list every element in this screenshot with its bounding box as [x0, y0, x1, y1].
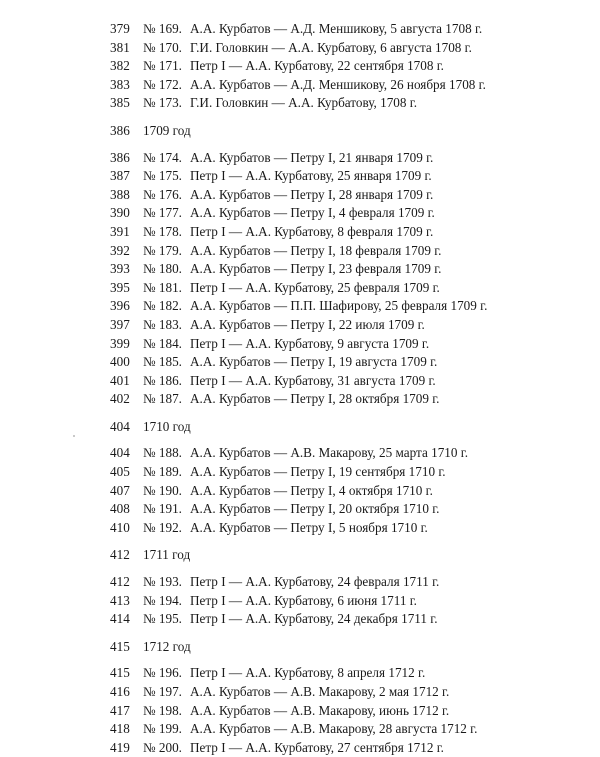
- year-heading: [0, 638, 600, 657]
- entry-document-number: № 189.: [143, 464, 182, 480]
- toc-entry: [0, 242, 600, 261]
- entry-document-number: № 176.: [143, 186, 182, 202]
- entry-page-number: 393: [110, 261, 130, 277]
- entry-document-number: № 170.: [143, 39, 182, 55]
- entry-document-number: № 169.: [143, 21, 182, 36]
- toc-entry: [0, 279, 600, 298]
- toc-entry: [0, 592, 600, 611]
- entry-page-number: 405: [110, 464, 130, 480]
- toc-entry: [0, 39, 600, 58]
- year-page-number: 386: [110, 122, 130, 138]
- entry-page-number: 391: [110, 223, 130, 239]
- toc-entry: [0, 186, 600, 205]
- entry-title: А.А. Курбатов — А.Д. Меншикову, 5 августа 1708 г.: [190, 21, 483, 36]
- toc-entry: [0, 573, 600, 592]
- entry-document-number: № 175.: [143, 168, 182, 184]
- entry-title: А.А. Курбатов — Петру I, 28 января 1709 г.: [190, 186, 434, 202]
- entry-document-number: № 192.: [143, 519, 182, 535]
- year-label: 1712 год: [143, 638, 191, 654]
- entry-title: Петр I — А.А. Курбатову, 8 февраля 1709 г.: [190, 223, 434, 239]
- entry-title: А.А. Курбатов — Петру I, 4 февраля 1709 г.: [190, 205, 435, 221]
- toc-entry: [0, 519, 600, 538]
- page-speck: [73, 435, 75, 437]
- entry-document-number: № 183.: [143, 316, 182, 332]
- entry-title: А.А. Курбатов — П.П. Шафирову, 25 февраля 1709 г.: [190, 298, 488, 314]
- entry-title: А.А. Курбатов — Петру I, 18 февраля 1709 г.: [190, 242, 442, 258]
- toc-entry: [0, 223, 600, 242]
- entry-title: А.А. Курбатов — А.В. Макарову, 2 мая 1712 г.: [190, 684, 450, 699]
- entry-title: А.А. Курбатов — Петру I, 23 февраля 1709 г.: [190, 261, 442, 277]
- toc-entry: [0, 720, 600, 739]
- toc-entry: [0, 482, 600, 501]
- entry-page-number: 392: [110, 242, 130, 258]
- entry-page-number: 397: [110, 316, 130, 332]
- entry-document-number: № 199.: [143, 721, 182, 737]
- entry-document-number: № 174.: [143, 149, 182, 165]
- entry-title: А.А. Курбатов — Петру I, 5 ноября 1710 г.: [190, 519, 428, 535]
- entry-page-number: 415: [110, 665, 130, 681]
- entry-title: Петр I — А.А. Курбатову, 24 декабря 1711 г.: [190, 611, 438, 627]
- toc-entry: [0, 683, 600, 702]
- entry-page-number: 416: [110, 684, 130, 699]
- toc-entry: [0, 167, 600, 186]
- toc-entry: [0, 390, 600, 409]
- entry-page-number: 386: [110, 149, 130, 165]
- toc-entry: [0, 57, 600, 76]
- year-label: 1711 год: [143, 547, 191, 563]
- toc-entry: [0, 316, 600, 335]
- entry-title: А.А. Курбатов — Петру I, 19 августа 1709 г.: [190, 354, 438, 370]
- toc-entry: [0, 20, 600, 39]
- entry-page-number: 417: [110, 702, 130, 718]
- toc-entry: [0, 500, 600, 519]
- entry-page-number: 379: [110, 21, 130, 36]
- toc-entry: [0, 204, 600, 223]
- entry-document-number: № 181.: [143, 279, 182, 295]
- entry-page-number: 401: [110, 372, 130, 388]
- year-heading: [0, 546, 600, 565]
- entry-title: Петр I — А.А. Курбатову, 8 апреля 1712 г.: [190, 665, 426, 681]
- entry-document-number: № 193.: [143, 574, 182, 590]
- entry-page-number: 400: [110, 354, 130, 370]
- entry-document-number: № 195.: [143, 611, 182, 627]
- entry-title: А.А. Курбатов — Петру I, 21 января 1709 г.: [190, 149, 434, 165]
- year-page-number: 412: [110, 547, 130, 563]
- entry-page-number: 402: [110, 391, 130, 407]
- entry-document-number: № 186.: [143, 372, 182, 388]
- table-of-contents: [0, 20, 600, 757]
- entry-title: А.А. Курбатов — Петру I, 19 сентября 1710 г.: [190, 464, 446, 480]
- toc-entry: [0, 702, 600, 721]
- entry-page-number: 396: [110, 298, 130, 314]
- entry-page-number: 388: [110, 186, 130, 202]
- year-page-number: 404: [110, 418, 130, 434]
- entry-page-number: 381: [110, 39, 130, 55]
- entry-title: Петр I — А.А. Курбатову, 6 июня 1711 г.: [190, 592, 417, 608]
- year-heading: [0, 418, 600, 437]
- entry-page-number: 382: [110, 58, 130, 74]
- entry-document-number: № 178.: [143, 223, 182, 239]
- entry-document-number: № 180.: [143, 261, 182, 277]
- year-page-number: 415: [110, 638, 130, 654]
- entry-title: А.А. Курбатов — А.В. Макарову, 25 марта 1710 г.: [190, 445, 468, 461]
- entry-document-number: № 188.: [143, 445, 182, 461]
- entry-title: Г.И. Головкин — А.А. Курбатову, 1708 г.: [190, 95, 418, 111]
- entry-page-number: 407: [110, 482, 130, 498]
- entry-document-number: № 184.: [143, 335, 182, 351]
- entry-document-number: № 190.: [143, 482, 182, 498]
- entry-page-number: 395: [110, 279, 130, 295]
- entry-title: Петр I — А.А. Курбатову, 25 февраля 1709 г.: [190, 279, 440, 295]
- entry-title: Петр I — А.А. Курбатову, 25 января 1709 г.: [190, 168, 432, 184]
- entry-page-number: 385: [110, 95, 130, 111]
- entry-title: А.А. Курбатов — Петру I, 22 июля 1709 г.: [190, 316, 425, 332]
- toc-entry: [0, 463, 600, 482]
- entry-page-number: 414: [110, 611, 130, 627]
- entry-page-number: 399: [110, 335, 130, 351]
- entry-title: Петр I — А.А. Курбатову, 24 февраля 1711 г.: [190, 574, 440, 590]
- year-label: 1710 год: [143, 418, 191, 434]
- entry-document-number: № 200.: [143, 739, 182, 755]
- entry-document-number: № 177.: [143, 205, 182, 221]
- entry-page-number: 412: [110, 574, 130, 590]
- toc-entry: [0, 664, 600, 683]
- entry-title: А.А. Курбатов — А.В. Макарову, июнь 1712 г.: [190, 702, 450, 718]
- entry-document-number: № 185.: [143, 354, 182, 370]
- toc-entry: [0, 444, 600, 463]
- entry-title: А.А. Курбатов — Петру I, 20 октября 1710 г.: [190, 501, 440, 517]
- entry-document-number: № 171.: [143, 58, 182, 74]
- entry-page-number: 390: [110, 205, 130, 221]
- toc-entry: [0, 260, 600, 279]
- entry-title: Петр I — А.А. Курбатову, 22 сентября 1708 г.: [190, 58, 444, 74]
- toc-entry: [0, 297, 600, 316]
- entry-page-number: 387: [110, 168, 130, 184]
- entry-page-number: 408: [110, 501, 130, 517]
- entry-page-number: 419: [110, 739, 130, 755]
- entry-title: Петр I — А.А. Курбатову, 27 сентября 1712 г.: [190, 739, 444, 755]
- entry-title: Г.И. Головкин — А.А. Курбатову, 6 августа 1708 г.: [190, 39, 472, 55]
- toc-entry: [0, 94, 600, 113]
- entry-document-number: № 197.: [143, 684, 182, 699]
- toc-entry: [0, 335, 600, 354]
- year-label: 1709 год: [143, 122, 191, 138]
- entry-page-number: 383: [110, 76, 130, 92]
- toc-entry: [0, 353, 600, 372]
- entry-page-number: 404: [110, 445, 130, 461]
- entry-document-number: № 194.: [143, 592, 182, 608]
- toc-entry: [0, 739, 600, 757]
- entry-page-number: 410: [110, 519, 130, 535]
- entry-title: А.А. Курбатов — Петру I, 28 октября 1709 г.: [190, 391, 440, 407]
- entry-document-number: № 173.: [143, 95, 182, 111]
- entry-document-number: № 196.: [143, 665, 182, 681]
- year-heading: [0, 122, 600, 141]
- entry-page-number: 413: [110, 592, 130, 608]
- entry-page-number: 418: [110, 721, 130, 737]
- entry-document-number: № 172.: [143, 76, 182, 92]
- entry-title: А.А. Курбатов — А.В. Макарову, 28 августа 1712 г.: [190, 721, 478, 737]
- entry-document-number: № 182.: [143, 298, 182, 314]
- toc-entry: [0, 610, 600, 629]
- entry-title: А.А. Курбатов — А.Д. Меншикову, 26 ноября 1708 г.: [190, 76, 486, 92]
- toc-entry: [0, 149, 600, 168]
- entry-title: А.А. Курбатов — Петру I, 4 октября 1710 г.: [190, 482, 433, 498]
- entry-title: Петр I — А.А. Курбатову, 31 августа 1709 г.: [190, 372, 436, 388]
- toc-entry: [0, 372, 600, 391]
- entry-title: Петр I — А.А. Курбатову, 9 августа 1709 г.: [190, 335, 430, 351]
- entry-document-number: № 187.: [143, 391, 182, 407]
- entry-document-number: № 191.: [143, 501, 182, 517]
- entry-document-number: № 179.: [143, 242, 182, 258]
- entry-document-number: № 198.: [143, 702, 182, 718]
- toc-entry: [0, 76, 600, 95]
